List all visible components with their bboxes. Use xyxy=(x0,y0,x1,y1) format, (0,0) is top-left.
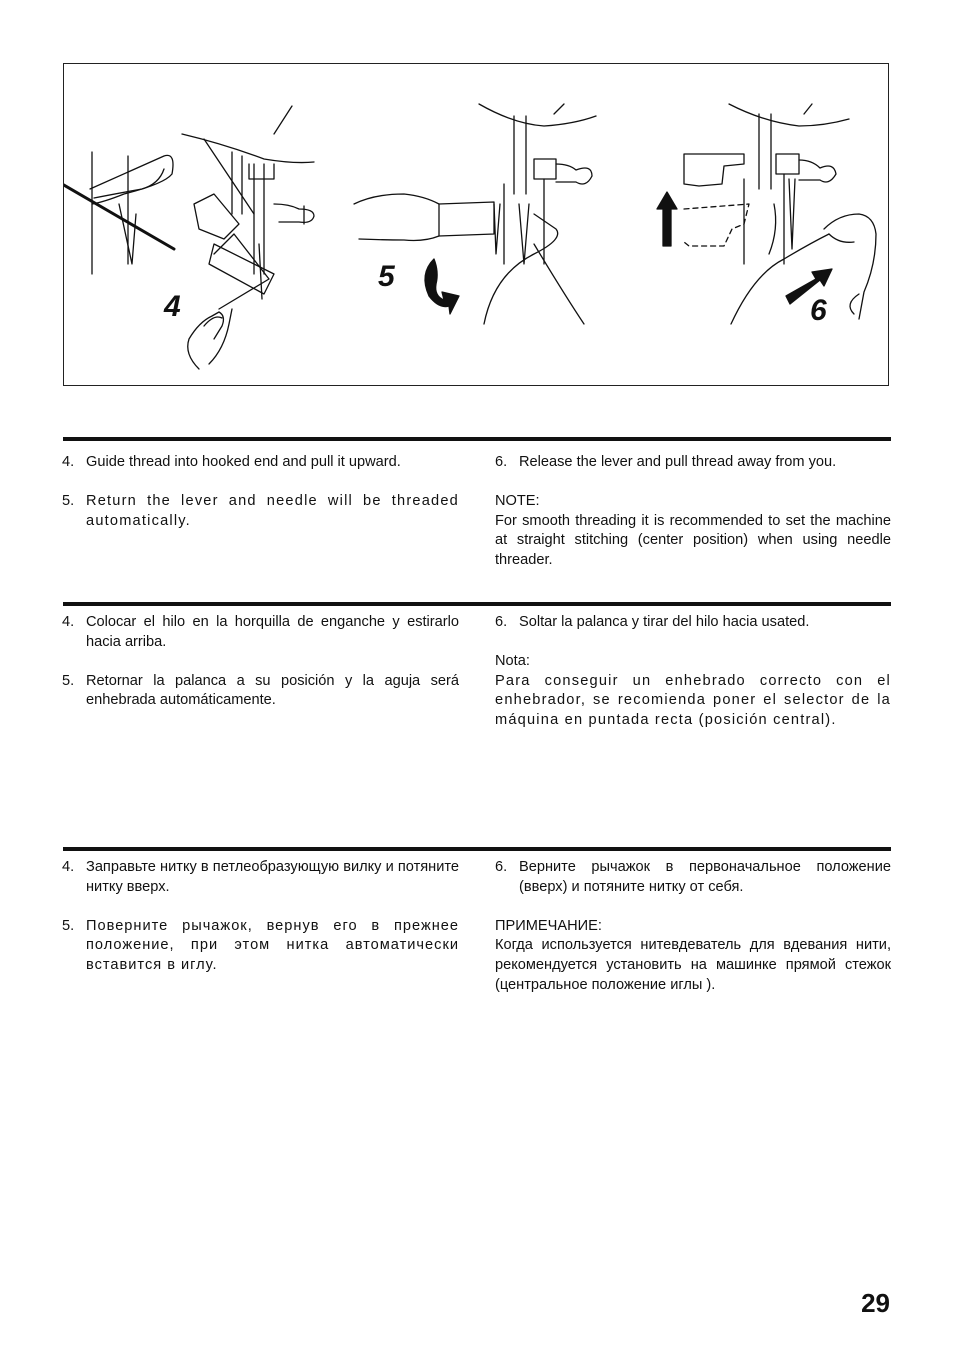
list-item xyxy=(62,453,459,473)
item-number: 5. xyxy=(62,493,75,510)
section-ru-left xyxy=(62,858,459,995)
threading-steps-drawing xyxy=(64,64,890,387)
item-text: Return the lever and needle will be threaded automatically. xyxy=(86,493,459,529)
step-4-drawing xyxy=(64,106,314,369)
note-title: NOTE: xyxy=(495,493,540,510)
section-divider xyxy=(63,847,891,851)
item-text: Guide thread into hooked end and pull it upward. xyxy=(86,454,401,470)
threading-illustration xyxy=(63,63,889,386)
item-text: Заправьте нитку в петлеобразующую вилку и потяните нитку вверх. xyxy=(86,859,459,895)
item-text: Верните рычажок в первоначальное положение (вверх) и потяните нитку от себя. xyxy=(519,859,891,895)
item-text: Release the lever and pull thread away from you. xyxy=(519,454,837,470)
section-en-left xyxy=(62,453,459,551)
note-block xyxy=(495,917,891,995)
item-number: 4. xyxy=(62,859,75,875)
up-arrow-icon xyxy=(657,192,677,246)
step-label-6: 6 xyxy=(810,294,827,327)
note-title: ПРИМЕЧАНИЕ: xyxy=(495,917,602,934)
item-number: 6. xyxy=(495,614,508,630)
item-text: Soltar la palanca y tirar del hilo hacia usated. xyxy=(519,614,810,630)
item-number: 4. xyxy=(62,454,75,470)
item-number: 5. xyxy=(62,917,75,934)
list-item xyxy=(62,492,459,531)
section-divider xyxy=(63,437,891,441)
step-label-4: 4 xyxy=(164,290,181,323)
section-ru-right xyxy=(495,858,891,995)
section-es-left xyxy=(62,613,459,731)
curved-arrow-icon xyxy=(425,259,459,314)
item-text: Retornar la palanca a su posición y la aguja será enhebrada automáticamente. xyxy=(86,672,459,709)
list-item xyxy=(62,613,459,652)
item-number: 5. xyxy=(62,672,75,689)
note-block xyxy=(495,652,891,730)
item-text: Colocar el hilo en la horquilla de enganche y estirarlo hacia arriba. xyxy=(86,614,459,650)
list-item xyxy=(495,613,891,633)
section-en-right xyxy=(495,453,891,571)
note-text: For smooth threading it is recommended to set the machine at straight stitching (center position) when using needle threader. xyxy=(495,512,891,568)
list-item xyxy=(62,858,459,897)
item-number: 6. xyxy=(495,859,508,875)
section-es-right xyxy=(495,613,891,731)
note-text: Para conseguir un enhebrado correcto con el enhebrador, se recomienda poner el selector de la máquina en puntada recta (posición central). xyxy=(495,672,891,728)
list-item xyxy=(62,672,459,711)
list-item xyxy=(495,858,891,897)
step-label-5: 5 xyxy=(378,260,395,293)
note-title: Nota: xyxy=(495,653,530,670)
item-number: 4. xyxy=(62,614,75,630)
section-divider xyxy=(63,602,891,606)
list-item xyxy=(62,917,459,976)
item-number: 6. xyxy=(495,454,508,470)
list-item xyxy=(495,453,891,473)
page-number: 29 xyxy=(861,1288,890,1318)
note-text: Когда используется нитевдеватель для вдевания нити, рекомендуется установить на машинке прямой стежок (центральное положение иглы ). xyxy=(495,937,891,993)
note-block xyxy=(495,492,891,570)
step-6-drawing xyxy=(684,104,876,324)
item-text: Поверните рычажок, вернув его в прежнее положение, при этом нитка автоматически вставится в иглу. xyxy=(86,917,459,973)
